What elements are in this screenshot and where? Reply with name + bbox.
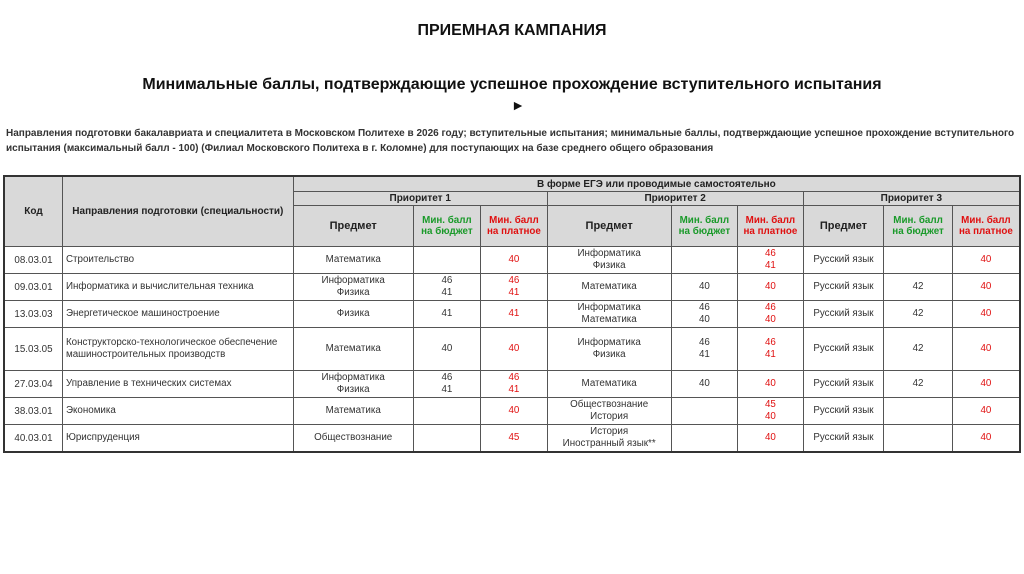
cell-paid <box>481 425 548 453</box>
subject-line: Математика <box>581 314 637 325</box>
subject-line: Физика <box>592 260 626 271</box>
cell-budget <box>671 301 738 328</box>
cell-paid <box>952 398 1020 425</box>
subject-line: Физика <box>336 384 370 395</box>
cell-subject <box>803 328 884 371</box>
subject-line: Русский язык <box>813 405 874 416</box>
paid-score: 41 <box>508 287 520 298</box>
cell-subject <box>293 371 413 398</box>
paid-score: 40 <box>980 308 992 319</box>
subject-line: Информатика <box>577 302 641 313</box>
cell-budget <box>413 425 481 453</box>
cell-subject <box>803 398 884 425</box>
cell-paid <box>738 398 804 425</box>
cell-subject <box>547 274 671 301</box>
budget-score: 40 <box>698 378 710 389</box>
header-group: В форме ЕГЭ или проводимые самостоятельно <box>293 176 1020 192</box>
header-paid-2: Мин. балл на платное <box>738 206 804 247</box>
budget-score: 46 <box>698 337 710 348</box>
subject-line: История <box>590 426 629 437</box>
header-priority-3: Приоритет 3 <box>803 192 1020 206</box>
table-body <box>4 247 1020 453</box>
cell-subject <box>547 425 671 453</box>
cell-subject <box>803 247 884 274</box>
cell-subject <box>293 274 413 301</box>
cell-direction: Информатика и вычислительная техника <box>62 274 293 301</box>
cell-budget <box>884 247 953 274</box>
header-budget-2: Мин. балл на бюджет <box>671 206 738 247</box>
cell-budget <box>671 425 738 453</box>
header-direction: Направления подготовки (специальности) <box>62 176 293 247</box>
budget-score: 46 <box>441 275 453 286</box>
cell-budget <box>413 371 481 398</box>
budget-score: 46 <box>698 302 710 313</box>
subject-line: Информатика <box>577 248 641 259</box>
cell-paid <box>952 425 1020 453</box>
cell-budget <box>884 301 953 328</box>
cell-subject <box>803 301 884 328</box>
budget-score: 40 <box>441 343 453 354</box>
table-row <box>4 398 1020 425</box>
cell-subject <box>547 371 671 398</box>
subject-line: Математика <box>325 343 381 354</box>
paid-score: 46 <box>764 248 776 259</box>
table-description: Направления подготовки бакалавриата и специалитета в Московском Политехе в 2026 году; вступительные испытания; минимальные баллы, подтверждающие успешное прохождение вступительного испытания (максимальный балл - 100) (Филиал Московского Политеха в г. Коломне) для поступающих на базе среднего общего образования <box>6 128 1015 154</box>
paid-score: 41 <box>764 260 776 271</box>
cell-subject <box>803 425 884 453</box>
cell-paid <box>481 371 548 398</box>
header-subject-1: Предмет <box>293 206 413 247</box>
budget-score: 41 <box>441 287 453 298</box>
subject-line: Математика <box>581 281 637 292</box>
subject-line: Физика <box>336 287 370 298</box>
cell-budget <box>884 398 953 425</box>
cell-code: 08.03.01 <box>4 247 62 274</box>
cell-direction: Юриспруденция <box>62 425 293 453</box>
budget-score: 42 <box>912 281 924 292</box>
subject-line: Математика <box>581 378 637 389</box>
play-arrow-icon: ► <box>511 97 525 113</box>
subject-line: Обществознание <box>570 399 649 410</box>
cell-budget <box>413 274 481 301</box>
cell-budget <box>671 398 738 425</box>
paid-score: 40 <box>980 343 992 354</box>
cell-paid <box>952 247 1020 274</box>
cell-paid <box>738 274 804 301</box>
table-row <box>4 301 1020 328</box>
subject-line: История <box>590 411 629 422</box>
header-budget-3: Мин. балл на бюджет <box>884 206 953 247</box>
table-row <box>4 371 1020 398</box>
paid-score: 40 <box>764 432 776 443</box>
paid-score: 46 <box>764 337 776 348</box>
subject-line: Русский язык <box>813 378 874 389</box>
cell-paid <box>738 328 804 371</box>
paid-score: 40 <box>980 378 992 389</box>
cell-code: 15.03.05 <box>4 328 62 371</box>
cell-subject <box>547 398 671 425</box>
budget-score: 40 <box>698 281 710 292</box>
subject-line: Информатика <box>577 337 641 348</box>
paid-score: 40 <box>980 405 992 416</box>
cell-budget <box>671 274 738 301</box>
subject-line: Иностранный язык** <box>562 438 656 449</box>
cell-budget <box>413 328 481 371</box>
page-title: ПРИЕМНАЯ КАМПАНИЯ <box>417 22 607 39</box>
cell-paid <box>952 274 1020 301</box>
budget-score: 42 <box>912 378 924 389</box>
cell-code: 27.03.04 <box>4 371 62 398</box>
paid-score: 46 <box>508 372 520 383</box>
cell-subject <box>293 398 413 425</box>
budget-score: 41 <box>441 384 453 395</box>
cell-subject <box>547 301 671 328</box>
cell-subject <box>547 328 671 371</box>
cell-paid <box>952 301 1020 328</box>
paid-score: 46 <box>764 302 776 313</box>
subject-line: Физика <box>592 349 626 360</box>
cell-paid <box>481 398 548 425</box>
cell-paid <box>481 328 548 371</box>
page-subtitle: Минимальные баллы, подтверждающие успешное прохождение вступительного испытания <box>142 76 882 93</box>
header-subject-3: Предмет <box>803 206 884 247</box>
subject-line: Физика <box>336 308 370 319</box>
cell-code: 40.03.01 <box>4 425 62 453</box>
header-priority-2: Приоритет 2 <box>547 192 803 206</box>
subject-line: Обществознание <box>314 432 393 443</box>
cell-paid <box>481 301 548 328</box>
header-priority-1: Приоритет 1 <box>293 192 547 206</box>
paid-score: 40 <box>980 281 992 292</box>
budget-score: 46 <box>441 372 453 383</box>
paid-score: 40 <box>508 343 520 354</box>
subject-line: Русский язык <box>813 432 874 443</box>
cell-code: 38.03.01 <box>4 398 62 425</box>
cell-subject <box>803 371 884 398</box>
cell-direction: Строительство <box>62 247 293 274</box>
cell-budget <box>413 247 481 274</box>
subject-line: Русский язык <box>813 343 874 354</box>
cell-subject <box>547 247 671 274</box>
cell-subject <box>293 328 413 371</box>
cell-paid <box>738 301 804 328</box>
budget-score: 41 <box>441 308 453 319</box>
paid-score: 40 <box>764 378 776 389</box>
cell-budget <box>671 328 738 371</box>
subject-line: Русский язык <box>813 308 874 319</box>
cell-paid <box>738 247 804 274</box>
table-row <box>4 247 1020 274</box>
header-paid-3: Мин. балл на платное <box>952 206 1020 247</box>
subject-line: Русский язык <box>813 254 874 265</box>
cell-budget <box>884 328 953 371</box>
subject-line: Математика <box>325 254 381 265</box>
paid-score: 40 <box>508 405 520 416</box>
cell-direction: Энергетическое машиностроение <box>62 301 293 328</box>
table-row <box>4 274 1020 301</box>
budget-score: 42 <box>912 343 924 354</box>
cell-direction: Конструкторско-технологическое обеспечение машиностроительных производств <box>62 328 293 371</box>
paid-score: 40 <box>764 314 776 325</box>
paid-score: 40 <box>508 254 520 265</box>
cell-budget <box>884 274 953 301</box>
header-budget-1: Мин. балл на бюджет <box>413 206 481 247</box>
cell-subject <box>293 425 413 453</box>
cell-budget <box>413 398 481 425</box>
cell-subject <box>293 301 413 328</box>
table-row <box>4 425 1020 453</box>
header-subject-2: Предмет <box>547 206 671 247</box>
budget-score: 40 <box>698 314 710 325</box>
cell-paid <box>481 247 548 274</box>
paid-score: 46 <box>508 275 520 286</box>
cell-subject <box>803 274 884 301</box>
cell-budget <box>671 247 738 274</box>
cell-budget <box>671 371 738 398</box>
cell-budget <box>884 371 953 398</box>
table-row <box>4 328 1020 371</box>
paid-score: 45 <box>764 399 776 410</box>
cell-paid <box>952 328 1020 371</box>
cell-direction: Экономика <box>62 398 293 425</box>
budget-score: 42 <box>912 308 924 319</box>
subject-line: Русский язык <box>813 281 874 292</box>
header-code: Код <box>4 176 62 247</box>
paid-score: 40 <box>764 281 776 292</box>
cell-paid <box>481 274 548 301</box>
cell-code: 13.03.03 <box>4 301 62 328</box>
cell-paid <box>738 371 804 398</box>
paid-score: 41 <box>508 384 520 395</box>
subject-line: Информатика <box>321 275 385 286</box>
cell-subject <box>293 247 413 274</box>
cell-direction: Управление в технических системах <box>62 371 293 398</box>
header-paid-1: Мин. балл на платное <box>481 206 548 247</box>
subject-line: Математика <box>325 405 381 416</box>
paid-score: 40 <box>980 432 992 443</box>
paid-score: 45 <box>508 432 520 443</box>
cell-paid <box>738 425 804 453</box>
scores-table <box>3 175 1021 453</box>
budget-score: 41 <box>698 349 710 360</box>
paid-score: 40 <box>980 254 992 265</box>
cell-budget <box>884 425 953 453</box>
subject-line: Информатика <box>321 372 385 383</box>
cell-budget <box>413 301 481 328</box>
cell-paid <box>952 371 1020 398</box>
paid-score: 41 <box>764 349 776 360</box>
paid-score: 40 <box>764 411 776 422</box>
cell-code: 09.03.01 <box>4 274 62 301</box>
paid-score: 41 <box>508 308 520 319</box>
